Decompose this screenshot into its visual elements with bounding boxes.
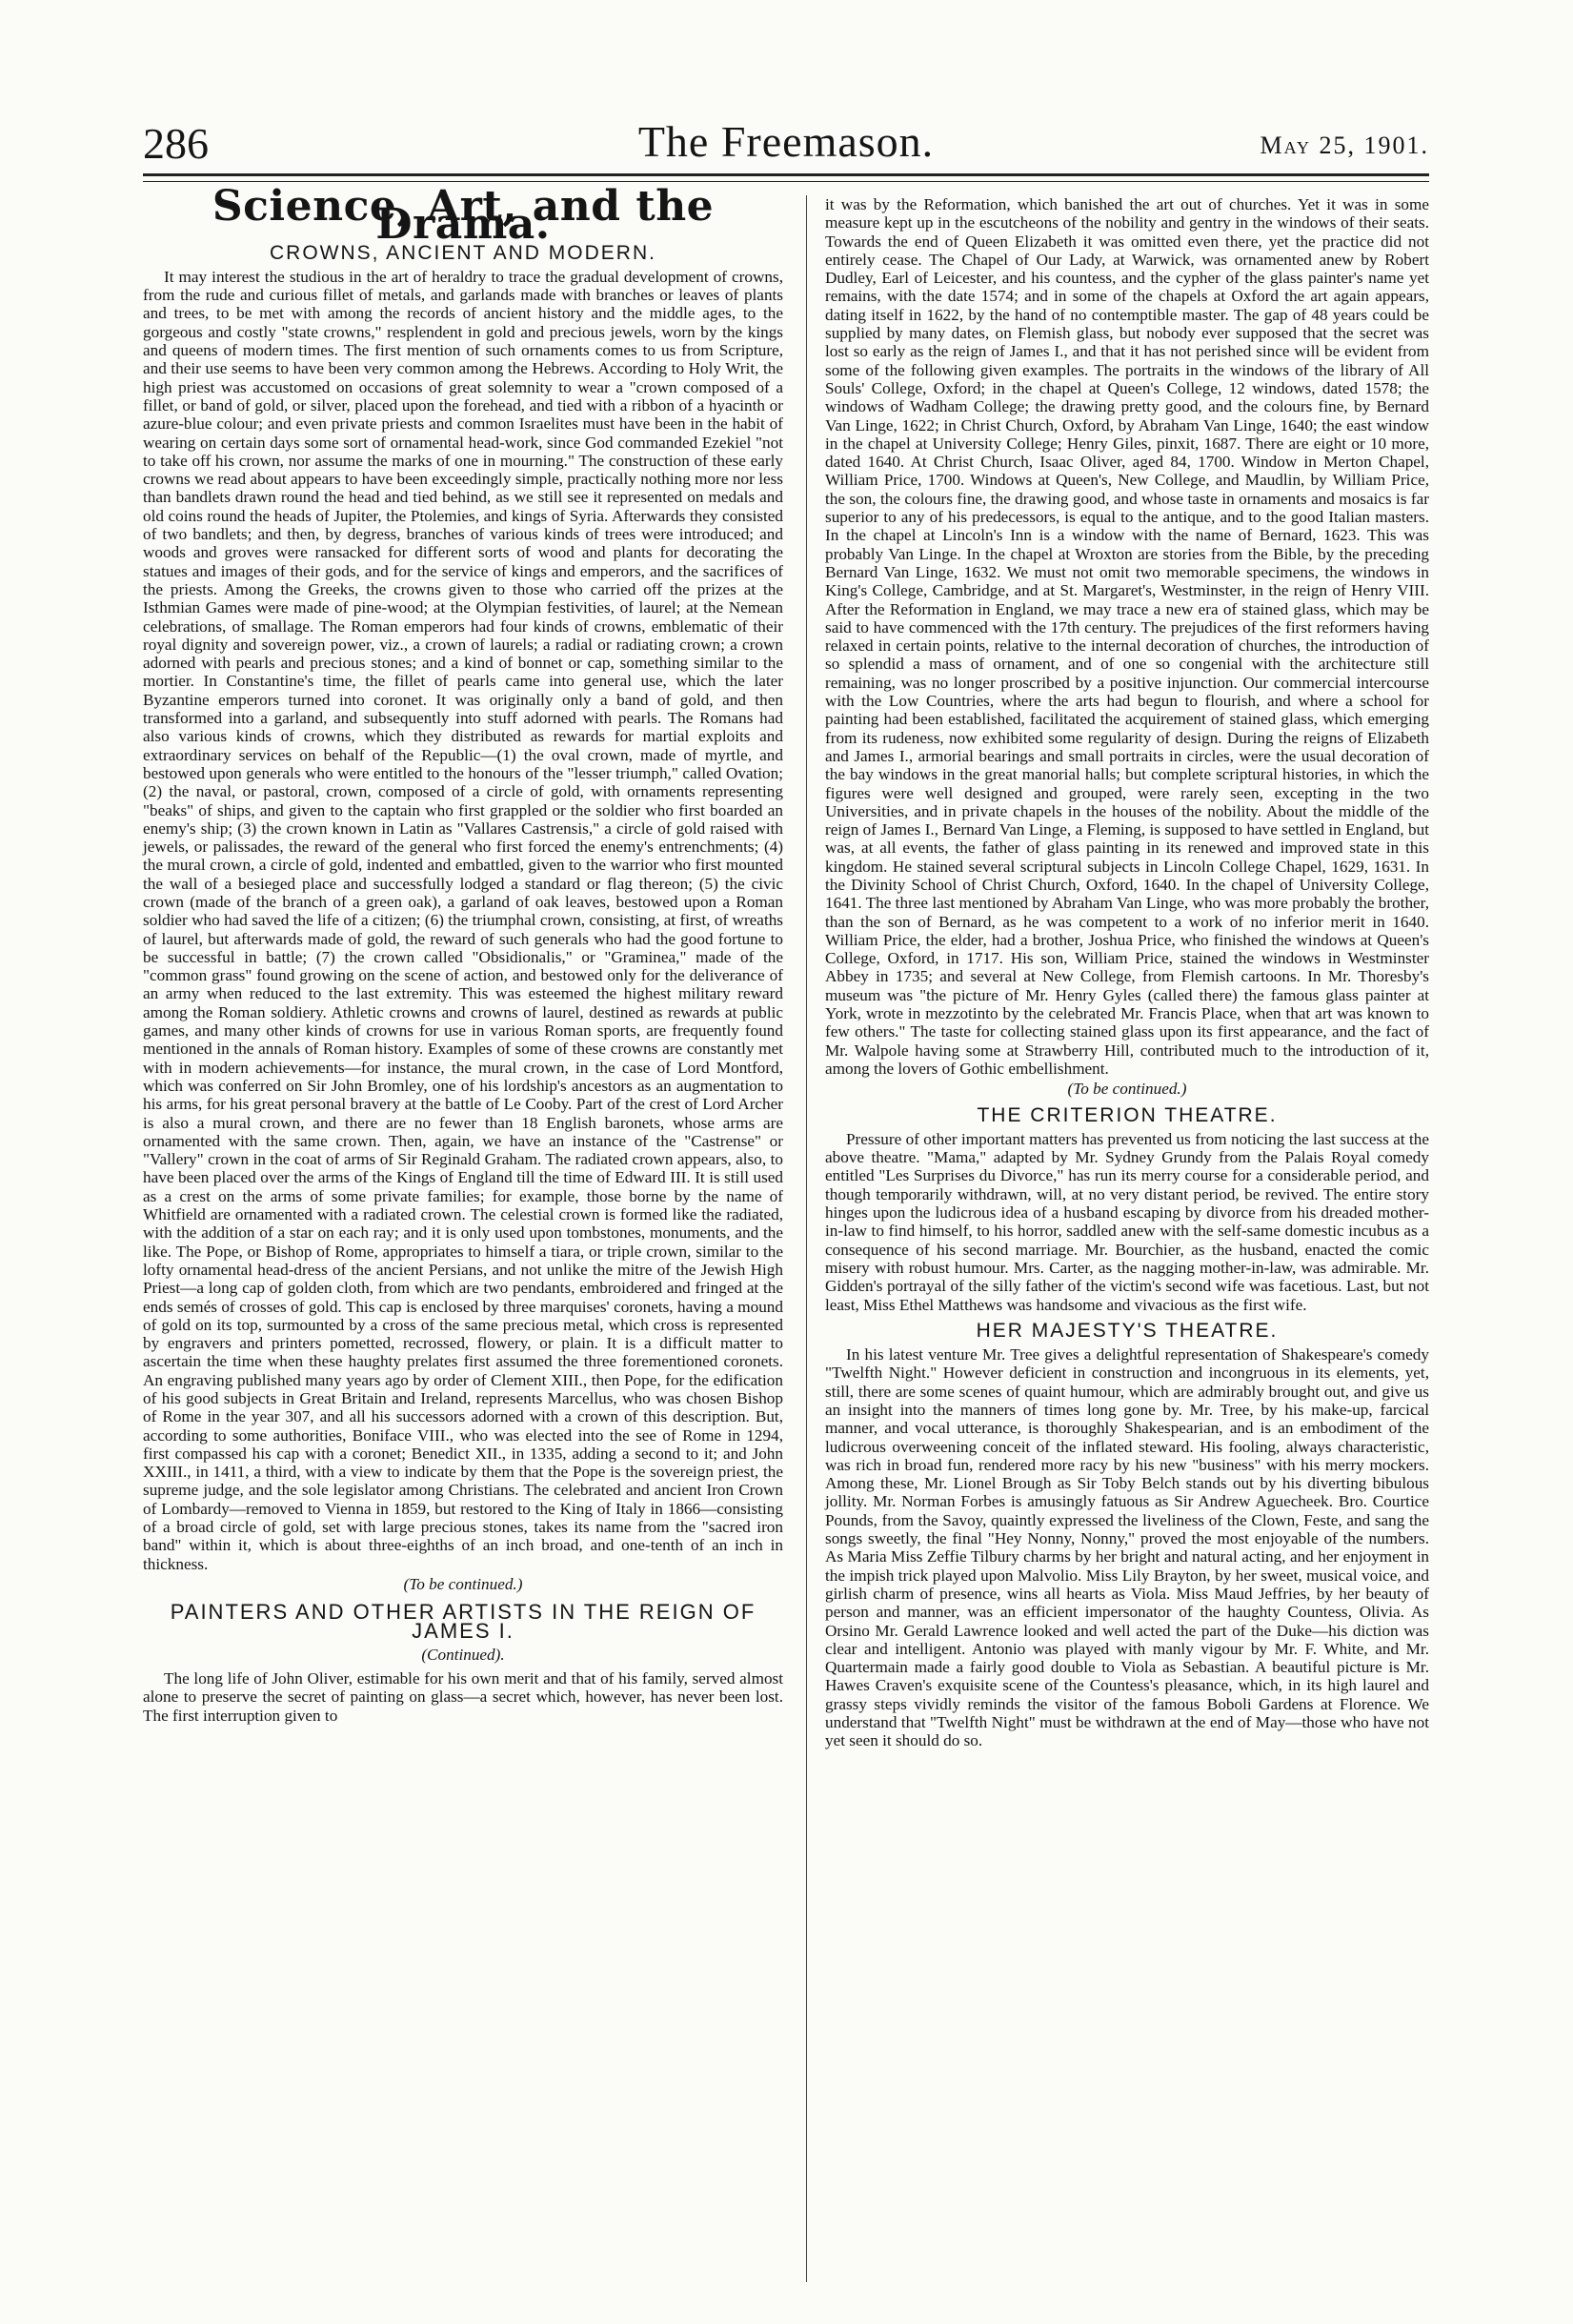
page-number: 286 (143, 119, 209, 168)
article-paragraph-painters: The long life of John Oliver, estimable for his own merit and that of his family, served almost alone to preserve the secret of painting on glass—a secret which, however, has never been lost. The first interruption given to (143, 1669, 783, 1725)
masthead (143, 112, 1429, 179)
masthead-rule (143, 173, 1429, 176)
to-be-continued-note: (To be continued.) (403, 1574, 523, 1593)
newspaper-title: The Freemason. (637, 117, 935, 166)
article-paragraph-criterion: Pressure of other important matters has prevented us from noticing the last success at the above theatre. "Mama," adapted by Mr. Sydney Grundy from the Palais Royal comedy entitled "Les Surprises du Divorce," has run its merry course for a considerable period, and though temporarily withdrawn, will, at no very distant period, be revived. The entire story hinges upon the ludicrous idea of a husband escaping by divorce from his dreaded mother-in-law to find himself, to his horror, saddled anew with the self-same domestic incubus as a consequence of his second marriage. Mr. Bourchier, as the husband, enacted the comic misery with robust humour. Mrs. Carter, as the nagging mother-in-law, was admirable. Mr. Gidden's portrayal of the silly father of the victim's second wife was facetious. Last, but not least, Miss Ethel Matthews was handsome and vivacious as the first wife. (825, 1129, 1429, 1314)
section-title: Science, Art, and the Drama. (212, 182, 715, 250)
article-heading-painters: PAINTERS AND OTHER ARTISTS IN THE REIGN OF JAMES I. (170, 1600, 756, 1643)
right-column (825, 195, 1429, 1750)
article-paragraph-her-majestys: In his latest venture Mr. Tree gives a delightful representation of Shakespeare's comedy "Twelfth Night." However deficient in construction and incongruous in its elements, yet, still, there are some scenes of quaint humour, which are admirably brought out, and give us an insight into the manners of times long gone by. Mr. Tree, by his make-up, farcical manner, and vocal utterance, is thoroughly Shakespearian, and is an embodiment of the ludicrous overweening conceit of the inflated steward. His fooling, always characteristic, was rich in broad fun, rendered more racy by his new "business" with his merry mockers. Among these, Mr. Lionel Brough as Sir Toby Belch stands out by his diverting bibulous jollity. Mr. Norman Forbes is amusingly fatuous as Sir Andrew Aguecheek. Bro. Courtice Pounds, from the Savoy, quaintly expressed the liveliness of the Clown, Feste, and sang the songs sweetly, the final "Hey Nonny, Nonny," proved the most enjoyable of the numbers. As Maria Miss Zeffie Tilbury charms by her bright and natural acting, and her enjoyment in the impish trick played upon Malvolio. Miss Lily Brayton, by her sweet, musical voice, and girlish charm of presence, wins all hearts as Viola. Miss Maud Jeffries, by her beauty of person and manner, was an efficient impersonator of the haughty Countess, Olivia. As Orsino Mr. Gerald Lawrence looked and well acted the part of the Duke—his diction was clear and intelligent. Antonio was played with manly vigour by Mr. F. White, and Mr. Quartermain made a fairly good double to Viola as Sebastian. A beautiful picture is Mr. Hawes Craven's exquisite scene of the Countess's pleasance, which, in its high laurel and grassy steps vividly reminds the visitor of the famous Boboli Gardens at Florence. We understand that "Twelfth Night" must be withdrawn at the end of May—those who have not yet seen it should do so. (825, 1345, 1429, 1750)
article-heading-criterion: THE CRITERION THEATRE. (977, 1103, 1278, 1126)
article-heading-crowns: CROWNS, ANCIENT AND MODERN. (270, 241, 656, 264)
to-be-continued-note: (To be continued.) (1067, 1080, 1187, 1099)
column-divider (806, 195, 807, 2282)
article-paragraph-painters-cont: it was by the Reformation, which banished the art out of churches. Yet it was in some measure kept up in the escutcheons of the nobility and gentry in the windows of their seats. Towards the end of Queen Elizabeth it was omitted even there, yet the practice did not entirely cease. The Chapel of Our Lady, at Warwick, was ornamented anew by Robert Dudley, Earl of Leicester, and his countess, and the cypher of the glass painter's name yet remains, with the date 1574; and in some of the chapels at Oxford the art again appears, dating itself in 1622, by the hand of no contemptible master. The gap of 48 years could be supplied by many dates, on Flemish glass, but nobody ever supposed that the secret was lost so early as the reign of James I., and that it has not perished since will be evident from some of the following given examples. The portraits in the windows of the library of All Souls' College, Oxford; in the chapel at Queen's College, 12 windows, dated 1578; the windows of Wadham College; the drawing pretty good, and the colours fine, by Bernard Van Linge, 1622; in Christ Church, Oxford, by Abraham Van Linge, 1640; the east window in the chapel at University College; Henry Giles, pinxit, 1687. There are eight or 10 more, dated 1640. At Christ Church, Isaac Oliver, aged 84, 1700. Window in Merton Chapel, William Price, 1700. Windows at Queen's, New College, and Maudlin, by William Price, the son, the colours fine, the drawing good, and whose taste in ornaments and mosaics is far superior to any of his predecessors, is equal to the antique, and to the good Italian masters. In the chapel at Lincoln's Inn is a window with the name of Bernard, 1623. This was probably Van Linge. In the chapel at Wroxton are stories from the Bible, by the preceding Bernard Van Linge, 1632. We must not omit two memorable specimens, the windows in King's College, Cambridge, and at St. Margaret's, Westminster, in the reign of Henry VIII. After the Reformation in England, we may trace a new era of stained glass, which may be said to have commenced with the 17th century. The prejudices of the first reformers having relaxed in certain points, relative to the internal decoration of churches, the introduction of so splendid a mass of ornament, and of one so congenial with the architecture still remaining, was no longer proscribed by a positive injunction. Our commercial intercourse with the Low Countries, where the arts had begun to flourish, and where a school for painting had been established, facilitated the acquirement of stained glass, which emerging from its rudeness, now exhibited some regularity of design. During the reigns of Elizabeth and James I., armorial bearings and small portraits in circles, were the usual decoration of the bay windows in the great manorial halls; but complete scriptural histories, in which the figures were well designed and grouped, were rarely seen, excepting in the two Universities, and in private chapels in the houses of the nobility. About the middle of the reign of James I., Bernard Van Linge, a Fleming, is supposed to have settled in England, but was, at all events, the father of glass painting in its renewed and improved state in this kingdom. He stained several scriptural subjects in Lincoln College Chapel, 1629, 1631. In the Divinity School of Christ Church, Oxford, 1640. In the chapel of University College, 1641. The three last mentioned by Abraham Van Linge, who was more probably the brother, than the son of Bernard, as he was competent to a work of no inferior merit in 1640. William Price, the elder, had a brother, Joshua Price, who finished the windows at Queen's College, Oxford, in 1717. His son, William Price, stained the windows in Westminster Abbey in 1735; and several at New College, from Flemish cartoons. In Mr. Thoresby's museum was "the picture of Mr. Henry Gyles (called there) the famous glass painter at York, wrote in mezzotinto by the celebrated Mr. Francis Place, when that art was known to few others." The taste for collecting stained glass upon its first appearance, and the fact of Mr. Walpole having some at Strawberry Hill, contributed much to the introduction of it, among the lovers of Gothic embellishment. (825, 195, 1429, 1078)
article-paragraph-crowns: It may interest the studious in the art of heraldry to trace the gradual development of crowns, from the rude and curious fillet of metals, and garlands made with branches or leaves of plants and trees, to be met with among the records of ancient history and the middle ages, to the gorgeous and costly "state crowns," resplendent in gold and precious jewels, worn by the kings and queens of modern times. The first mention of such ornaments comes to us from Scripture, and their use seems to have been very common among the Hebrews. According to Holy Writ, the high priest was accustomed on occasions of great solemnity to wear a "crown composed of a fillet, or band of gold, or silver, placed upon the forehead, and tied with a ribbon of a hyacinth or azure-blue colour; and even private priests and common Israelites must have been in the habit of wearing on certain days some sort of ornamental head-work, since God commanded Ezekiel "not to take off his crown, nor assume the marks of one in mourning." The construction of these early crowns we read about appears to have been exceedingly simple, practically nothing more nor less than bandlets drawn round the head and tied behind, as we still see it represented on medals and old coins round the heads of Jupiter, the Ptolemies, and kings of Syria. Afterwards they consisted of two bandlets; and then, by degress, branches of various kinds of trees were introduced; and woods and groves were ransacked for different sorts of wood and plants for decorating the statues and images of their gods, and for the service of kings and emperors, and the sacrifices of the priests. Among the Greeks, the crowns given to those who carried off the prizes at the Isthmian Games were made of pine-wood; at the Olympian festivities, of laurel; at the Nemean celebrations, of smallage. The Roman emperors had four kinds of crowns, emblematic of their royal dignity and sovereign power, viz., a crown of laurels; a radial or radiating crown; a crown adorned with pearls and precious stones; and a kind of bonnet or cap, something similar to the mortier. In Constantine's time, the fillet of pearls came into general use, which the later Byzantine emperors turned into coronet. It was originally only a band of gold, and then transformed into a garland, and subsequently into stuff adorned with pearls. The Romans had also various kinds of crowns, which they distributed as rewards for martial exploits and extraordinary services on behalf of the Republic—(1) the oval crown, made of myrtle, and bestowed upon generals who were entitled to the honours of the "lesser triumph," called Ovation; (2) the naval, or pastoral, crown, composed of a circle of gold, with ornaments representing "beaks" of ships, and given to the captain who first grappled or the soldier who first boarded an enemy's ship; (3) the crown known in Latin as "Vallares Castrensis," a circle of gold raised with jewels, or palissades, the reward of the general who first forced the enemy's entrenchments; (4) the mural crown, a circle of gold, indented and embattled, given to the warrior who first mounted the wall of a besieged place and successfully lodged a standard or flag thereon; (5) the civic crown (made of the branch of a green oak), a garland of oak leaves, bestowed upon a Roman soldier who had saved the life of a citizen; (6) the triumphal crown, consisting, at first, of wreaths of laurel, but afterwards made of gold, the reward of such generals who had the good fortune to be successful in battle; (7) the crown called "Obsidionalis," or "Graminea," made of the "common grass" found growing on the scene of action, and bestowed only for the deliverance of an army when reduced to the last extremity. This was esteemed the highest military reward among the Roman soldiery. Athletic crowns and crowns of laurel, destined as rewards at public games, and many other kinds of crowns for use in various Roman sports, are frequently found mentioned in the annals of Roman history. Examples of some of these crowns are constantly met with in modern achievements—for instance, the mural crown, in the case of Lord Montford, which was conferred on Sir John Bromley, one of his lordship's ancestors as an augmentation to his arms, for his great personal bravery at the battle of Le Cooby. Part of the crest of Lord Archer is also a mural crown, and there are no fewer than 18 English baronets, whose arms are ornamented with the same crown. Then, again, we have an instance of the "Castrense" or "Vallery" crown in the coat of arms of Sir Reginald Graham. The radiated crown appears, also, to have been placed over the arms of the Kings of England till the time of Edward III. It is still used as a crest on the arms of some private families; for example, those borne by the name of Whitfield are ornamented with a radiated crown. The celestial crown is formed like the radiated, with the addition of a star on each ray; and it is only used upon tombstones, monuments, and the like. The Pope, or Bishop of Rome, appropriates to himself a tiara, or triple crown, similar to the lofty ornamental head-dress of the ancient Persians, and not unlike the mitre of the Jewish High Priest—a long cap of golden cloth, from which are two pendants, embroidered and fringed at the ends semés of crosses of gold. This cap is enclosed by three marquises' coronets, having a mound of gold on its top, surmounted by a cross of the same precious metal, which cross is represented by engravers and printers pometted, recrossed, flowery, or plain. It is a difficult matter to ascertain the time when these haughty prelates first assumed the three forementioned coronets. An engraving published many years ago by order of Clement XIII., then Pope, for the edification of his good subjects in Great Britain and Ireland, represents Marcellus, who was chosen Bishop of Rome in the year 307, and all his successors adorned with a crown of this description. But, according to some authorities, Boniface VIII., who was elected into the see of Rome in 1294, first compassed his cap with a coronet; Benedict XII., in 1335, adding a second to it; and John XXIII., in 1411, a third, with a view to indicate by them that the Pope is the sovereign priest, the supreme judge, and the sole legislator among Christians. The celebrated and ancient Iron Crown of Lombardy—removed to Vienna in 1859, but restored to the King of Italy in 1866—consisting of a broad circle of gold, set with large precious stones, takes its name from the "sacred iron band" within it, which is about three-eighths of an inch broad, and one-tenth of an inch in thickness. (143, 267, 783, 1573)
issue-date: May 25, 1901. (1260, 131, 1429, 159)
continued-note: (Continued). (421, 1645, 505, 1664)
article-heading-her-majestys: HER MAJESTY'S THEATRE. (976, 1319, 1279, 1342)
left-column (143, 182, 783, 1725)
